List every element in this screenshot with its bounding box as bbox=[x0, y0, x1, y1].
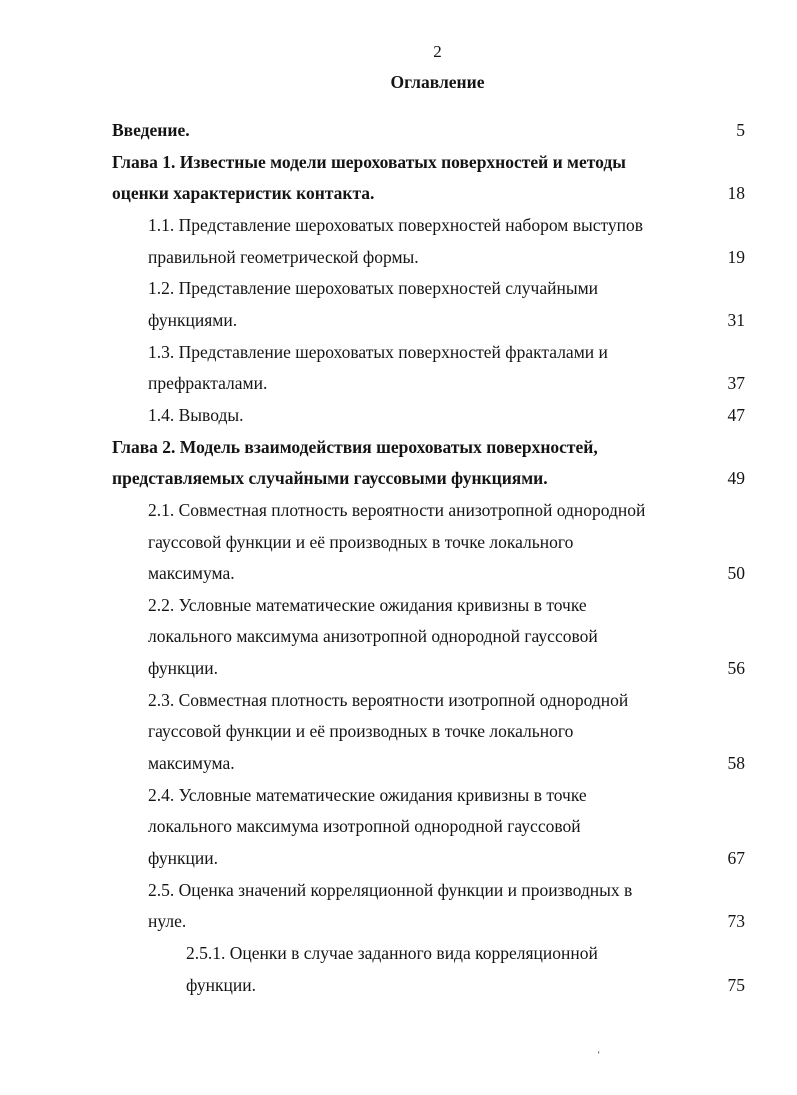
toc-entry-text: гауссовой функции и её производных в точке локального bbox=[148, 721, 574, 742]
toc-entry-page: 49 bbox=[727, 468, 745, 489]
toc-entry-text: Введение. bbox=[112, 120, 190, 140]
toc-entry-text: максимума. bbox=[148, 563, 235, 584]
toc-entry-page: 58 bbox=[727, 753, 745, 773]
toc-entry-text: 2.4. Условные математические ожидания кривизны в точке bbox=[148, 784, 587, 805]
toc-entry-text: 2.5.1. Оценки в случае заданного вида корреляционной bbox=[186, 942, 598, 963]
toc-entry-page: 37 bbox=[727, 373, 745, 394]
toc-entry-text: 1.2. Представление шероховатых поверхностей случайными bbox=[148, 278, 599, 299]
toc-entry-text: Глава 1. Известные модели шероховатых поверхностей и методы bbox=[112, 151, 626, 172]
toc-entry-text: локального максимума анизотропной однородной гауссовой bbox=[148, 626, 598, 647]
toc-entry-text: правильной геометрической формы. bbox=[148, 246, 419, 267]
toc-entry-page: 73 bbox=[727, 911, 745, 932]
toc-entry-text: функции. bbox=[186, 974, 256, 995]
toc-entry-text: 2.1. Совместная плотность вероятности анизотропной однородной bbox=[148, 499, 646, 520]
toc-entry-text: гауссовой функции и её производных в точке локального bbox=[148, 531, 574, 552]
toc-entry-text: Глава 2. Модель взаимодействия шероховатых поверхностей, bbox=[112, 436, 598, 457]
toc-entry-page: 31 bbox=[727, 309, 745, 330]
toc-entry-text: 1.1. Представление шероховатых поверхностей набором выступов bbox=[148, 214, 644, 235]
page-number: 2 bbox=[433, 42, 442, 61]
toc-entry-text: функциями. bbox=[148, 309, 238, 330]
toc-entry-text: 2.3. Совместная плотность вероятности изотропной однородной bbox=[148, 689, 629, 710]
toc-entry-page: 67 bbox=[727, 847, 745, 868]
toc-entry-text: представляемых случайными гауссовыми функциями. bbox=[112, 468, 548, 489]
toc-entry-text: 2.5. Оценка значений корреляционной функции и производных в bbox=[148, 879, 633, 900]
toc-entry-page: 50 bbox=[727, 563, 745, 584]
toc-entry-text: 2.2. Условные математические ожидания кривизны в точке bbox=[148, 594, 587, 615]
toc-entry-text: оценки характеристик контакта. bbox=[112, 183, 375, 204]
toc-entry-page: 75 bbox=[727, 974, 745, 995]
toc-entry-text: максимума. bbox=[148, 753, 235, 773]
toc-entry-text: локального максимума изотропной однородной гауссовой bbox=[148, 816, 581, 837]
toc-entry-page: 47 bbox=[727, 404, 745, 425]
toc-entry-text: 1.4. Выводы. bbox=[148, 404, 244, 425]
toc-entry-page: 5 bbox=[736, 120, 745, 140]
toc-entry-page: 18 bbox=[727, 183, 745, 204]
toc-title: Оглавление bbox=[390, 72, 485, 92]
toc-entry-page: 19 bbox=[727, 246, 745, 267]
toc-entry-text: функции. bbox=[148, 658, 218, 678]
toc-entry-text: 1.3. Представление шероховатых поверхностей фракталами и bbox=[148, 341, 608, 362]
toc-entry-page: 56 bbox=[727, 658, 745, 678]
scan-speck: ‘ bbox=[597, 1050, 601, 1061]
toc-entry-text: функции. bbox=[148, 847, 218, 868]
toc-entry-text: нуле. bbox=[148, 911, 187, 932]
toc-entry-text: префракталами. bbox=[148, 373, 268, 394]
